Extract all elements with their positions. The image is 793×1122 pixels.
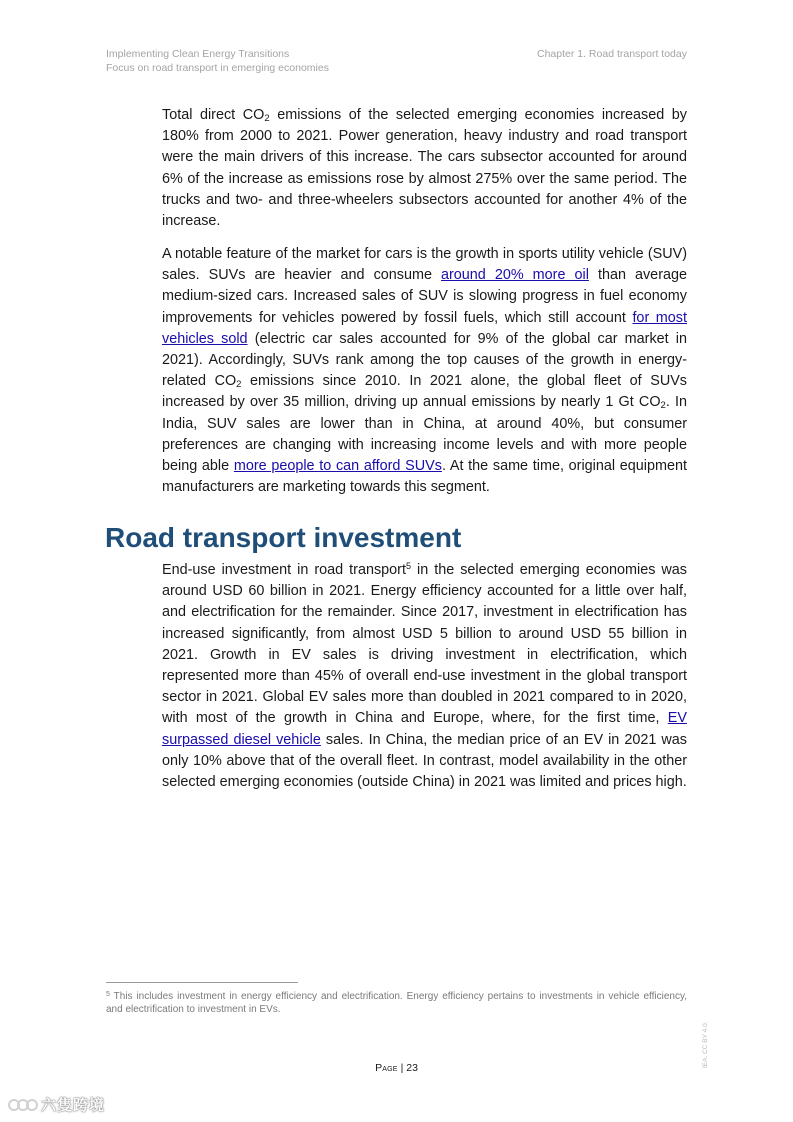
footnote bbox=[106, 990, 687, 1016]
text-run: . In India, SUV sales are lower than in China, at around 40%, but consumer preferences are changing with increasing income levels and with more people being able bbox=[162, 394, 687, 475]
text-run: (electric car sales accounted for 9% of the global car market in 2021). Accordingly, SUVs rank among the top causes of the growth in energy-related CO bbox=[162, 330, 688, 390]
text-run: emissions since 2010. In 2021 alone, the global fleet of SUVs increased by over 35 million, driving up annual emissions by nearly 1 Gt CO bbox=[162, 373, 688, 411]
section-heading: Road transport investment bbox=[105, 522, 462, 553]
text-run: . At the same time, original equipment manufacturers are marketing towards this segment. bbox=[162, 458, 687, 496]
link-vehicles-sold[interactable]: for most vehicles sold bbox=[162, 309, 687, 347]
paragraph-co2-emissions bbox=[162, 105, 687, 232]
page-separator: | bbox=[397, 1062, 407, 1074]
running-header-left bbox=[106, 47, 329, 75]
text-run: Total direct CO bbox=[162, 107, 265, 123]
footnote-text: This includes investment in energy efficiency and electrification. Energy efficiency pertains to investments in vehicle efficiency, and electrification to investment in EVs. bbox=[106, 991, 687, 1016]
link-ev-surpassed-diesel[interactable]: EV surpassed diesel vehicle bbox=[162, 710, 687, 748]
watermark-text: 六隻跨境 bbox=[41, 1097, 106, 1114]
footnote-ref[interactable]: 5 bbox=[405, 561, 411, 571]
subscript: 2 bbox=[660, 400, 666, 412]
text-run: emissions of the selected emerging economies increased by 180% from 2000 to 2021. Power generation, heavy industry and road transport were the main drivers of this increase. The cars subsector accounted for around 6% of the increase as emissions rose by almost 275% over the same period. The trucks and two- and three-wheelers subsectors accounted for another 4% of the increase. bbox=[162, 107, 687, 230]
footnote-number: 5 bbox=[106, 991, 110, 998]
paragraph-investment bbox=[162, 560, 687, 793]
chapter-title: Chapter 1. Road transport today bbox=[536, 48, 687, 60]
page-number bbox=[0, 1062, 793, 1074]
subscript: 2 bbox=[236, 379, 242, 391]
text-run: than average medium-sized cars. Increased sales of SUV is slowing progress in fuel economy improvements for vehicles powered by fossil fuels, which still account bbox=[162, 267, 687, 326]
link-more-oil[interactable]: around 20% more oil bbox=[441, 267, 589, 284]
license-notice: IEA. CC BY 4.0. bbox=[702, 1021, 709, 1068]
paragraph-suv-sales bbox=[162, 244, 687, 498]
watermark bbox=[8, 1094, 105, 1115]
text-run: in the selected emerging economies was around USD 60 billion in 2021. Energy efficiency accounted for a little over half, and electrification for the remainder. Since 2017, investment in electrification has increased significantly, from almost USD 5 billion to around USD 55 billion in 2021. Growth in EV sales is driving investment in electrification, which represented more than 45% of overall end-use investment in the global transport sector in 2021. Global EV sales more than doubled in 2021 compared to in 2020, with most of the growth in China and Europe, where, for the first time, bbox=[162, 562, 687, 727]
report-subtitle: Focus on road transport in emerging economies bbox=[106, 62, 329, 74]
page-label: Page bbox=[375, 1062, 398, 1074]
footnote-divider bbox=[106, 982, 298, 983]
link-afford-suvs[interactable]: more people to can afford SUVs bbox=[233, 458, 442, 475]
text-run: End-use investment in road transport bbox=[162, 562, 406, 578]
page-number-value: 23 bbox=[406, 1062, 418, 1074]
subscript: 2 bbox=[264, 113, 270, 124]
watermark-logo-icon bbox=[8, 1096, 38, 1114]
text-run: A notable feature of the market for cars is the growth in sports utility vehicle (SUV) sales. SUVs are heavier and consume bbox=[162, 246, 687, 284]
report-title: Implementing Clean Energy Transitions bbox=[106, 48, 290, 60]
text-run: sales. In China, the median price of an EV in 2021 was only 10% above that of the overall fleet. In contrast, model availability in the other selected emerging economies (outside China) in 2021 was limited and prices high. bbox=[162, 731, 688, 791]
